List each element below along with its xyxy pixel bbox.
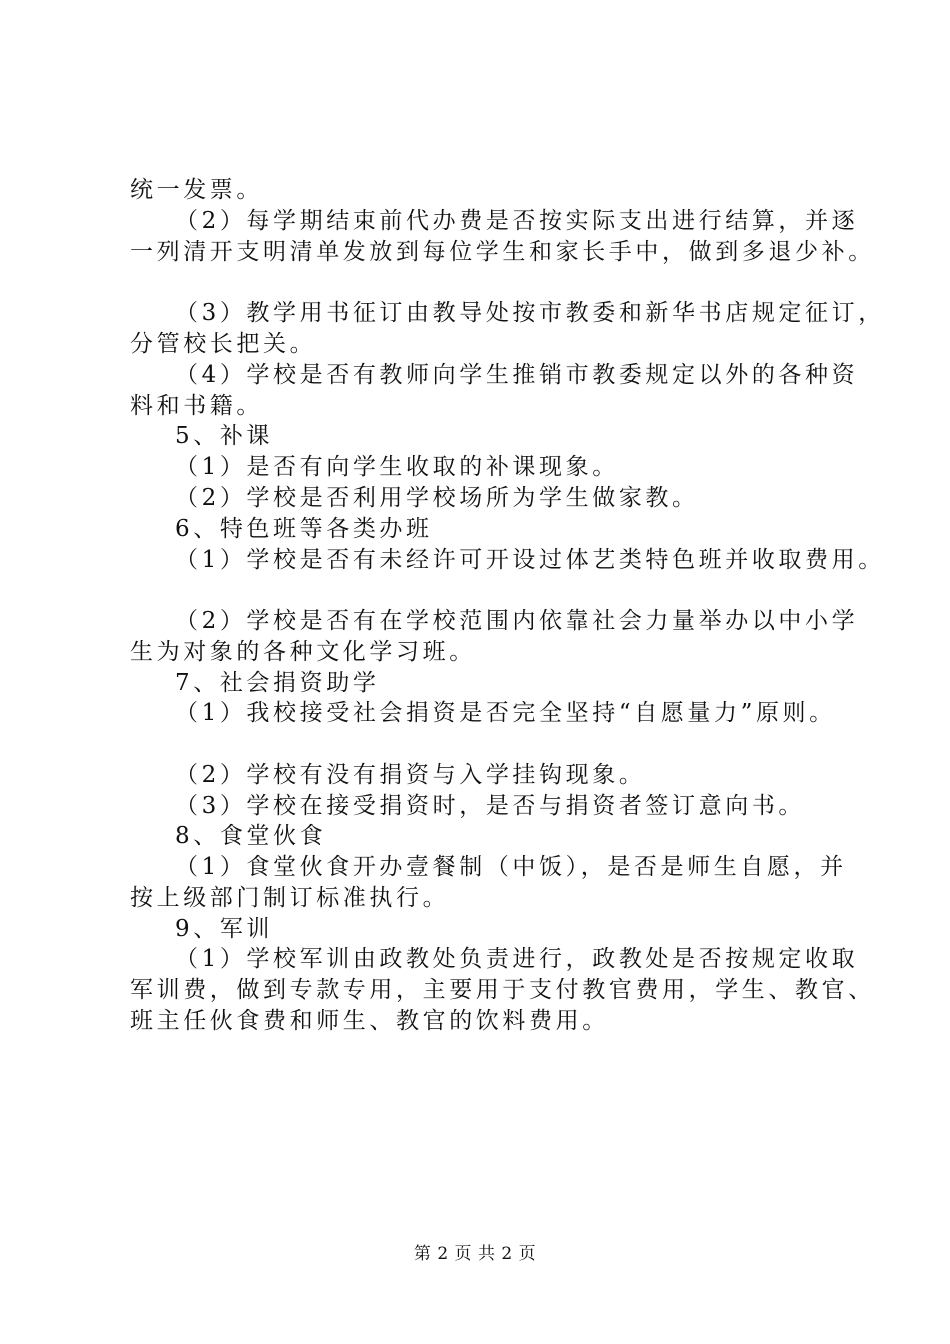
section-heading: 5、补课 — [175, 423, 274, 449]
text-line: 按上级部门制订标准执行。 — [130, 885, 450, 911]
text-line: （1）我校接受社会捐资是否完全坚持“自愿量力”原则。 — [175, 700, 836, 726]
text-line: （1）是否有向学生收取的补课现象。 — [175, 454, 619, 480]
text-line: （3）学校在接受捐资时，是否与捐资者签订意向书。 — [175, 793, 806, 819]
section-heading: 9、军训 — [175, 916, 274, 942]
text-line: （2）每学期结束前代办费是否按实际支出进行结算，并逐 — [175, 208, 859, 234]
text-line: （1）学校是否有未经许可开设过体艺类特色班并收取费用。 — [175, 547, 885, 573]
text-line: （2）学校是否有在学校范围内依靠社会力量举办以中小学 — [175, 608, 859, 634]
text-line: 一列清开支明清单发放到每位学生和家长手中，做到多退少补。 — [130, 239, 875, 265]
text-line: 料和书籍。 — [130, 393, 263, 419]
text-line: （4）学校是否有教师向学生推销市教委规定以外的各种资 — [175, 362, 859, 388]
text-line: 统一发票。 — [130, 177, 263, 203]
text-line: （2）学校是否利用学校场所为学生做家教。 — [175, 485, 699, 511]
text-line: 分管校长把关。 — [130, 331, 317, 357]
text-line: 军训费，做到专款专用，主要用于支付教官费用，学生、教官、 — [130, 977, 875, 1003]
text-line: （1）学校军训由政教处负责进行，政教处是否按规定收取 — [175, 946, 859, 972]
text-line: （2）学校有没有捐资与入学挂钩现象。 — [175, 762, 646, 788]
text-line: 班主任伙食费和师生、教官的饮料费用。 — [130, 1008, 609, 1034]
page-footer: 第 2 页 共 2 页 — [413, 1244, 537, 1264]
section-heading: 6、特色班等各类办班 — [175, 516, 433, 542]
text-line: 生为对象的各种文化学习班。 — [130, 639, 476, 665]
text-line: （3）教学用书征订由教导处按市教委和新华书店规定征订， — [175, 300, 885, 326]
section-heading: 8、食堂伙食 — [175, 823, 327, 849]
text-line: （1）食堂伙食开办壹餐制（中饭），是否是师生自愿，并 — [175, 854, 847, 880]
section-heading: 7、社会捐资助学 — [175, 670, 380, 696]
